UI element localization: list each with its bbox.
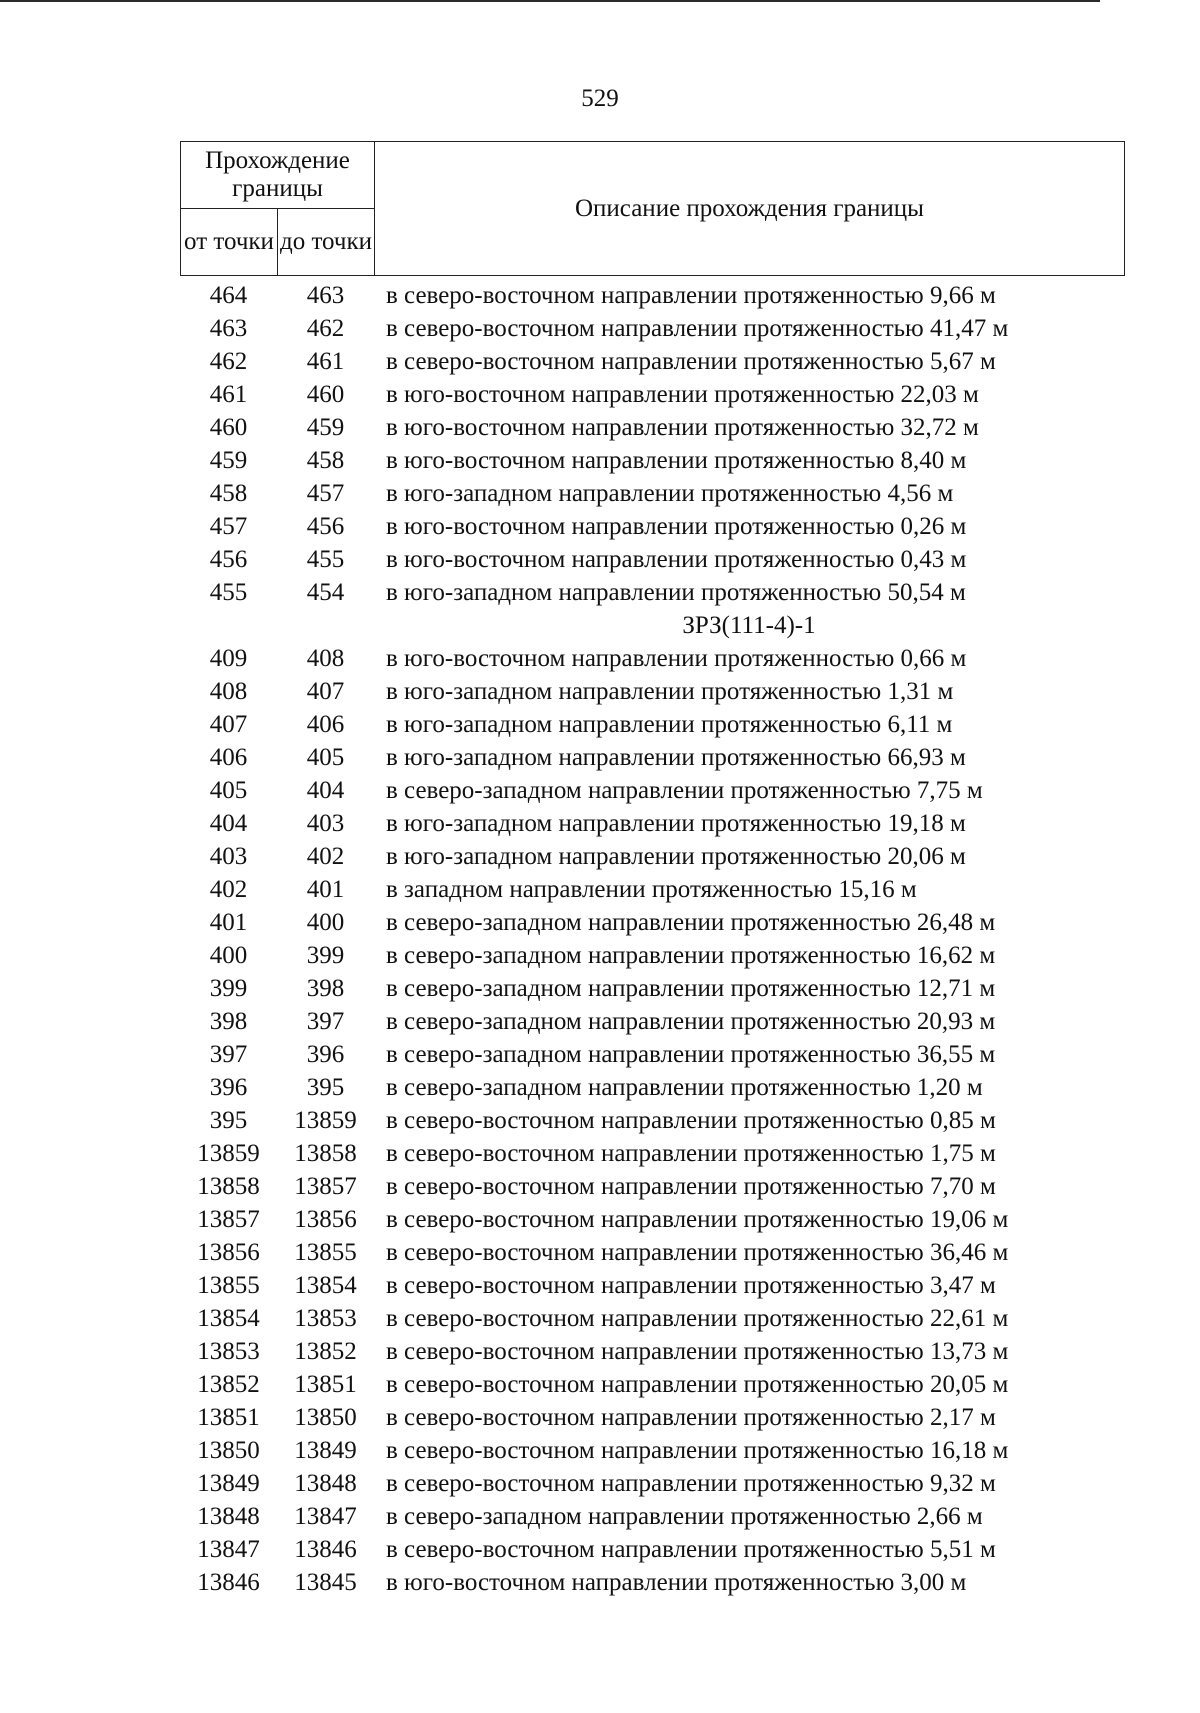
to-point-cell: 458 xyxy=(306,447,345,474)
from-point-cell: 395 xyxy=(209,1107,248,1134)
to-point-cell: 461 xyxy=(306,348,345,375)
table-row xyxy=(180,411,1124,444)
description-cell: в северо-западном направлении протяженностью 20,93 м xyxy=(386,1008,996,1035)
description-cell: в юго-западном направлении протяженностью 20,06 м xyxy=(386,843,966,870)
description-cell: в северо-западном направлении протяженностью 16,62 м xyxy=(386,942,996,969)
section-title: ЗРЗ(111-4)-1 xyxy=(682,612,816,639)
from-point-cell: 13851 xyxy=(197,1404,260,1431)
table-row xyxy=(180,1335,1124,1368)
from-point-cell: 402 xyxy=(209,876,248,903)
description-cell: в северо-западном направлении протяженностью 1,20 м xyxy=(386,1074,983,1101)
table-row xyxy=(180,873,1124,906)
header-from-point: от точки xyxy=(181,209,278,276)
to-point-cell: 13853 xyxy=(294,1305,357,1332)
to-point-cell: 13852 xyxy=(294,1338,357,1365)
table-row xyxy=(180,1269,1124,1302)
description-cell: в юго-западном направлении протяженностью 1,31 м xyxy=(386,678,954,705)
description-cell: в северо-западном направлении протяженностью 12,71 м xyxy=(386,975,996,1002)
description-cell: в юго-западном направлении протяженностью 50,54 м xyxy=(386,579,966,606)
table-row xyxy=(180,510,1124,543)
to-point-cell: 397 xyxy=(306,1008,345,1035)
table-row xyxy=(180,906,1124,939)
from-point-cell: 399 xyxy=(209,975,248,1002)
to-point-cell: 407 xyxy=(306,678,345,705)
description-cell: в юго-западном направлении протяженностью 4,56 м xyxy=(386,480,954,507)
scan-edge-line xyxy=(0,0,1100,2)
description-cell: в северо-западном направлении протяженностью 2,66 м xyxy=(386,1503,983,1530)
from-point-cell: 464 xyxy=(209,282,248,309)
from-point-cell: 13849 xyxy=(197,1470,260,1497)
table-row xyxy=(180,972,1124,1005)
to-point-cell: 456 xyxy=(306,513,345,540)
from-point-cell: 405 xyxy=(209,777,248,804)
from-point-cell: 461 xyxy=(209,381,248,408)
description-cell: в северо-восточном направлении протяженностью 3,47 м xyxy=(386,1272,996,1299)
to-point-cell: 400 xyxy=(306,909,345,936)
to-point-cell: 399 xyxy=(306,942,345,969)
table-header xyxy=(180,141,1125,276)
description-cell: в западном направлении протяженностью 15,16 м xyxy=(386,876,917,903)
from-point-cell: 409 xyxy=(209,645,248,672)
from-point-cell: 456 xyxy=(209,546,248,573)
to-point-cell: 459 xyxy=(306,414,345,441)
to-point-cell: 398 xyxy=(306,975,345,1002)
table-row xyxy=(180,1401,1124,1434)
description-cell: в северо-восточном направлении протяженностью 36,46 м xyxy=(386,1239,1009,1266)
table-row xyxy=(180,1038,1124,1071)
to-point-cell: 13847 xyxy=(294,1503,357,1530)
header-description: Описание прохождения границы xyxy=(375,142,1125,276)
to-point-cell: 13854 xyxy=(294,1272,357,1299)
header-to-point: до точки xyxy=(278,209,375,276)
table-row xyxy=(180,807,1124,840)
to-point-cell: 13857 xyxy=(294,1173,357,1200)
table-row xyxy=(180,1071,1124,1104)
table-row xyxy=(180,345,1124,378)
table-row xyxy=(180,477,1124,510)
page-number: 529 xyxy=(581,85,619,112)
to-point-cell: 13850 xyxy=(294,1404,357,1431)
from-point-cell: 400 xyxy=(209,942,248,969)
from-point-cell: 403 xyxy=(209,843,248,870)
description-cell: в юго-западном направлении протяженностью 19,18 м xyxy=(386,810,966,837)
description-cell: в юго-восточном направлении протяженностью 3,00 м xyxy=(386,1569,967,1596)
description-cell: в юго-восточном направлении протяженностью 0,26 м xyxy=(386,513,967,540)
description-cell: в юго-западном направлении протяженностью 66,93 м xyxy=(386,744,966,771)
description-cell: в северо-восточном направлении протяженностью 0,85 м xyxy=(386,1107,996,1134)
from-point-cell: 398 xyxy=(209,1008,248,1035)
table-row xyxy=(180,1203,1124,1236)
from-point-cell: 407 xyxy=(209,711,248,738)
description-cell: в юго-восточном направлении протяженностью 0,43 м xyxy=(386,546,967,573)
table-row xyxy=(180,1533,1124,1566)
description-cell: в юго-восточном направлении протяженностью 0,66 м xyxy=(386,645,967,672)
from-point-cell: 13854 xyxy=(197,1305,260,1332)
table-row xyxy=(180,1434,1124,1467)
table-row xyxy=(180,708,1124,741)
table-row xyxy=(180,840,1124,873)
description-cell: в северо-западном направлении протяженностью 7,75 м xyxy=(386,777,983,804)
to-point-cell: 462 xyxy=(306,315,345,342)
from-point-cell: 460 xyxy=(209,414,248,441)
description-cell: в северо-восточном направлении протяженностью 5,51 м xyxy=(386,1536,996,1563)
table-row xyxy=(180,1500,1124,1533)
from-point-cell: 13848 xyxy=(197,1503,260,1530)
from-point-cell: 457 xyxy=(209,513,248,540)
table-row xyxy=(180,1566,1124,1599)
to-point-cell: 13851 xyxy=(294,1371,357,1398)
to-point-cell: 13849 xyxy=(294,1437,357,1464)
from-point-cell: 13853 xyxy=(197,1338,260,1365)
to-point-cell: 13855 xyxy=(294,1239,357,1266)
table-row xyxy=(180,378,1124,411)
from-point-cell: 396 xyxy=(209,1074,248,1101)
description-cell: в северо-западном направлении протяженностью 36,55 м xyxy=(386,1041,996,1068)
from-point-cell: 13858 xyxy=(197,1173,260,1200)
table-row xyxy=(180,1467,1124,1500)
description-cell: в северо-восточном направлении протяженностью 19,06 м xyxy=(386,1206,1009,1233)
from-point-cell: 13850 xyxy=(197,1437,260,1464)
to-point-cell: 13859 xyxy=(294,1107,357,1134)
to-point-cell: 402 xyxy=(306,843,345,870)
table-row xyxy=(180,1236,1124,1269)
from-point-cell: 459 xyxy=(209,447,248,474)
to-point-cell: 457 xyxy=(306,480,345,507)
description-cell: в северо-восточном направлении протяженностью 2,17 м xyxy=(386,1404,996,1431)
table-row xyxy=(180,543,1124,576)
from-point-cell: 13857 xyxy=(197,1206,260,1233)
table-row xyxy=(180,279,1124,312)
description-cell: в юго-восточном направлении протяженностью 32,72 м xyxy=(386,414,979,441)
table-row xyxy=(180,642,1124,675)
table-row xyxy=(180,741,1124,774)
to-point-cell: 401 xyxy=(306,876,345,903)
from-point-cell: 458 xyxy=(209,480,248,507)
from-point-cell: 13852 xyxy=(197,1371,260,1398)
description-cell: в северо-восточном направлении протяженностью 5,67 м xyxy=(386,348,996,375)
description-cell: в северо-восточном направлении протяженностью 41,47 м xyxy=(386,315,1009,342)
to-point-cell: 13845 xyxy=(294,1569,357,1596)
description-cell: в северо-восточном направлении протяженностью 1,75 м xyxy=(386,1140,996,1167)
from-point-cell: 462 xyxy=(209,348,248,375)
from-point-cell: 13846 xyxy=(197,1569,260,1596)
description-cell: в северо-восточном направлении протяженностью 9,32 м xyxy=(386,1470,996,1497)
from-point-cell: 13847 xyxy=(197,1536,260,1563)
from-point-cell: 463 xyxy=(209,315,248,342)
to-point-cell: 404 xyxy=(306,777,345,804)
to-point-cell: 454 xyxy=(306,579,345,606)
description-cell: в юго-восточном направлении протяженностью 22,03 м xyxy=(386,381,979,408)
from-point-cell: 13855 xyxy=(197,1272,260,1299)
description-cell: в северо-восточном направлении протяженностью 9,66 м xyxy=(386,282,996,309)
to-point-cell: 455 xyxy=(306,546,345,573)
from-point-cell: 455 xyxy=(209,579,248,606)
table-row xyxy=(180,1137,1124,1170)
from-point-cell: 406 xyxy=(209,744,248,771)
table-row xyxy=(180,1368,1124,1401)
table-row xyxy=(180,576,1124,609)
table-row xyxy=(180,675,1124,708)
to-point-cell: 405 xyxy=(306,744,345,771)
table-row xyxy=(180,939,1124,972)
to-point-cell: 395 xyxy=(306,1074,345,1101)
from-point-cell: 408 xyxy=(209,678,248,705)
to-point-cell: 463 xyxy=(306,282,345,309)
table-row xyxy=(180,1302,1124,1335)
to-point-cell: 13858 xyxy=(294,1140,357,1167)
to-point-cell: 13856 xyxy=(294,1206,357,1233)
description-cell: в северо-восточном направлении протяженностью 22,61 м xyxy=(386,1305,1009,1332)
table-row xyxy=(180,444,1124,477)
description-cell: в юго-западном направлении протяженностью 6,11 м xyxy=(386,711,953,738)
to-point-cell: 460 xyxy=(306,381,345,408)
description-cell: в северо-восточном направлении протяженностью 20,05 м xyxy=(386,1371,1009,1398)
description-cell: в северо-восточном направлении протяженностью 16,18 м xyxy=(386,1437,1009,1464)
table-row xyxy=(180,1170,1124,1203)
description-cell: в северо-западном направлении протяженностью 26,48 м xyxy=(386,909,996,936)
to-point-cell: 396 xyxy=(306,1041,345,1068)
from-point-cell: 397 xyxy=(209,1041,248,1068)
from-point-cell: 13856 xyxy=(197,1239,260,1266)
table-body xyxy=(180,279,1124,1599)
description-cell: в северо-восточном направлении протяженностью 13,73 м xyxy=(386,1338,1009,1365)
table-row xyxy=(180,1104,1124,1137)
from-point-cell: 13859 xyxy=(197,1140,260,1167)
description-cell: в северо-восточном направлении протяженностью 7,70 м xyxy=(386,1173,996,1200)
to-point-cell: 408 xyxy=(306,645,345,672)
table-row xyxy=(180,774,1124,807)
description-cell: в юго-восточном направлении протяженностью 8,40 м xyxy=(386,447,967,474)
table-row xyxy=(180,1005,1124,1038)
table-row xyxy=(180,312,1124,345)
from-point-cell: 404 xyxy=(209,810,248,837)
to-point-cell: 403 xyxy=(306,810,345,837)
to-point-cell: 13848 xyxy=(294,1470,357,1497)
header-boundary-passage: Прохождение границы xyxy=(181,142,375,209)
from-point-cell: 401 xyxy=(209,909,248,936)
to-point-cell: 406 xyxy=(306,711,345,738)
to-point-cell: 13846 xyxy=(294,1536,357,1563)
